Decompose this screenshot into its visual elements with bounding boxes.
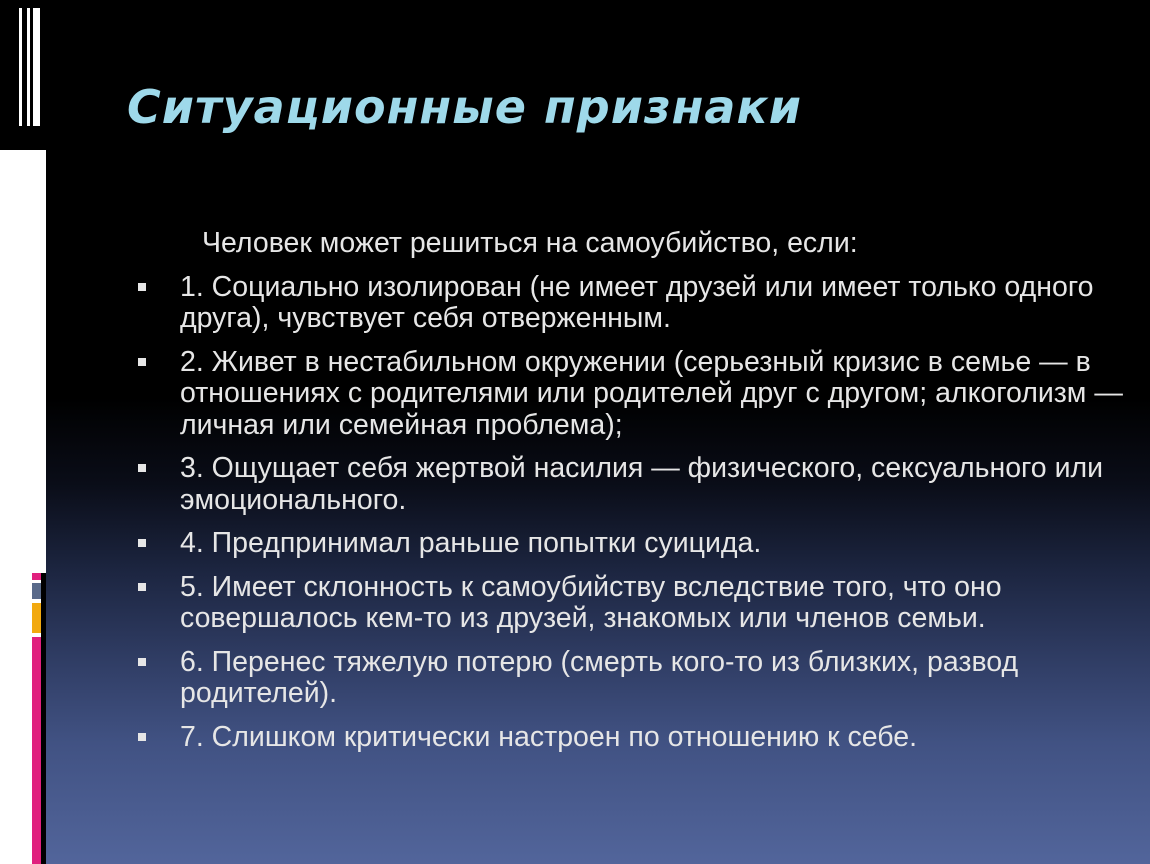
list-item-text: 1. Социально изолирован (не имеет друзей или имеет только одного друга), чувствует себя отверженным. (180, 270, 1094, 334)
bullet-icon (138, 733, 146, 741)
decorative-bar-blue (32, 583, 41, 599)
decorative-bar-magenta (32, 637, 41, 864)
list-item-text: 3. Ощущает себя жертвой насилия — физического, сексуального или эмоционального. (180, 452, 1104, 516)
decorative-bar (0, 8, 19, 23)
decorative-bar (0, 126, 46, 150)
bullet-icon (138, 464, 146, 472)
intro-text: Человек может решиться на самоубийство, если: (202, 227, 858, 259)
slide-title: Ситуационные признаки (127, 80, 802, 134)
list-item-text: 4. Предпринимал раньше попытки суицида. (180, 527, 762, 559)
list-item (138, 272, 1128, 335)
list-item (138, 722, 1128, 754)
slide-content (138, 228, 1128, 765)
bullet-icon (138, 358, 146, 366)
list-item-text: 5. Имеет склонность к самоубийству вследствие того, что оно совершалось кем-то из друзей, знакомых или членов семьи. (180, 570, 1002, 634)
list-item-text: 7. Слишком критически настроен по отношению к себе. (180, 720, 918, 753)
list-item (138, 453, 1128, 516)
list-item (138, 528, 1128, 560)
decorative-bar-gold (32, 603, 41, 633)
list-item-text: 6. Перенес тяжелую потерю (смерть кого-то из близких, развод родителей). (180, 645, 1019, 709)
list-item (138, 647, 1128, 710)
bullet-icon (138, 658, 146, 666)
list-item (138, 572, 1128, 635)
bullet-icon (138, 283, 146, 291)
decorative-bar (0, 23, 19, 126)
list-item-text: 2. Живет в нестабильном окружении (серьезный кризис в семье — в отношениях с родителями или родителей друг с другом; алкоголизм — личная или семейная проблема); (180, 345, 1123, 441)
list-item (138, 347, 1128, 442)
criteria-list (138, 272, 1128, 754)
decorative-bar-magenta (32, 573, 41, 580)
side-margin (0, 150, 46, 574)
decorative-bar (0, 0, 46, 8)
bullet-icon (138, 583, 146, 591)
bullet-icon (138, 539, 146, 547)
